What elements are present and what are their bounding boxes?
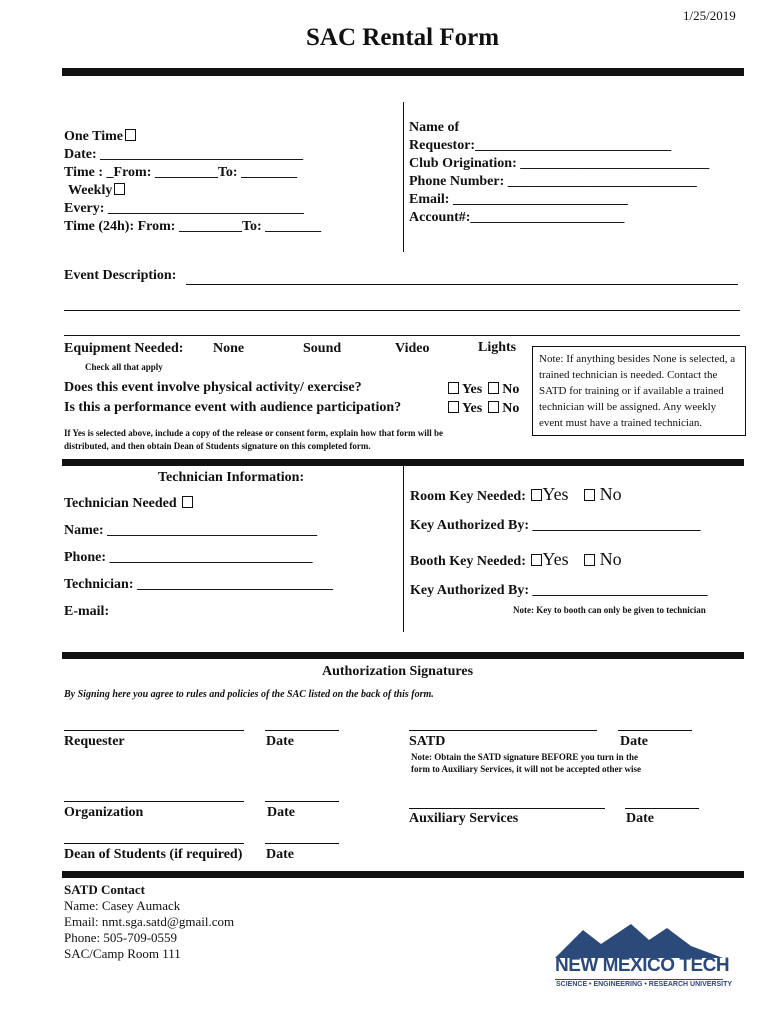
contact-email: Email: nmt.sga.satd@gmail.com <box>64 914 235 929</box>
requester-signature-line[interactable] <box>64 730 244 731</box>
satd-contact-block <box>64 882 234 962</box>
question-performance-options <box>446 401 519 417</box>
every-field[interactable]: Every: ____________________________ <box>64 201 304 216</box>
booth-key-options <box>529 549 621 569</box>
logo-tagline: SCIENCE • ENGINEERING • RESEARCH UNIVERSITY <box>556 981 733 988</box>
requestor-field[interactable]: Requestor:____________________________ <box>409 138 672 153</box>
booth-key-authorized-field[interactable]: Key Authorized By: _________________________ <box>410 583 708 598</box>
booth-key-label: Booth Key Needed: <box>410 554 526 569</box>
performance-yes-label: Yes <box>461 401 483 416</box>
organization-label: Organization <box>64 805 144 820</box>
weekly-checkbox[interactable] <box>114 183 125 195</box>
one-time-label: One Time <box>64 129 123 144</box>
logo-divider <box>555 979 723 980</box>
organization-signature-line[interactable] <box>64 801 244 802</box>
time-field[interactable]: Time : _From: _________To: ________ <box>64 165 298 180</box>
dean-date-label: Date <box>266 847 294 862</box>
auxiliary-date-line[interactable] <box>625 808 699 809</box>
room-key-no-label: No <box>599 484 622 504</box>
room-key-no-checkbox[interactable] <box>584 489 595 501</box>
new-mexico-tech-logo <box>553 922 733 992</box>
contact-room: SAC/Camp Room 111 <box>64 946 181 961</box>
authorization-heading: Authorization Signatures <box>322 664 474 679</box>
satd-note-line-1: Note: Obtain the SATD signature BEFORE you turn in the <box>411 752 638 762</box>
performance-yes-checkbox[interactable] <box>448 401 459 413</box>
physical-yes-checkbox[interactable] <box>448 382 459 394</box>
logo-name: NEW MEXICO TECH <box>555 955 730 976</box>
auxiliary-label: Auxiliary Services <box>409 811 519 826</box>
contact-heading: SATD Contact <box>64 882 146 897</box>
physical-yes-label: Yes <box>461 382 483 397</box>
room-key-authorized-field[interactable]: Key Authorized By: ________________________ <box>410 518 701 533</box>
date-field[interactable]: Date: _____________________________ <box>64 147 304 162</box>
equipment-video[interactable]: Video <box>395 341 430 356</box>
technician-email-field[interactable]: E-mail: <box>64 604 110 619</box>
room-key-yes-checkbox[interactable] <box>531 489 542 501</box>
technician-note-box: Note: If anything besides None is selected, a trained technician is needed. Contact the SATD for training or if available a trained technician will be assigned. Any weekly event must have a trained technician. <box>532 346 746 436</box>
requester-date-line[interactable] <box>265 730 339 731</box>
booth-key-note: Note: Key to booth can only be given to technician <box>513 605 706 615</box>
equipment-sound[interactable]: Sound <box>303 341 342 356</box>
satd-date-line[interactable] <box>618 730 692 731</box>
contact-name: Name: Casey Aumack <box>64 898 181 913</box>
technician-name-field[interactable]: Name: ______________________________ <box>64 523 318 538</box>
booth-key-yes-checkbox[interactable] <box>531 554 542 566</box>
technician-keys-divider <box>403 466 404 632</box>
room-key-row <box>410 484 622 505</box>
club-field[interactable]: Club Origination: ___________________________ <box>409 156 710 171</box>
authorization-subtitle: By Signing here you agree to rules and policies of the SAC listed on the back of this form. <box>64 689 434 700</box>
weekly-label: Weekly <box>68 183 113 198</box>
satd-note-line-2: form to Auxiliary Services, it will not be accepted other wise <box>411 764 642 774</box>
equipment-lights[interactable]: Lights <box>478 340 517 355</box>
contact-phone: Phone: 505-709-0559 <box>64 930 178 945</box>
phone-field[interactable]: Phone Number: ___________________________ <box>409 174 697 189</box>
event-description-line-3[interactable] <box>64 335 740 336</box>
equipment-label: Equipment Needed: <box>64 341 184 356</box>
performance-no-label: No <box>502 401 520 416</box>
satd-date-label: Date <box>620 734 648 749</box>
weekly-option[interactable] <box>64 182 321 200</box>
booth-key-no-checkbox[interactable] <box>584 554 595 566</box>
question-physical: Does this event involve physical activity/ exercise? <box>64 380 362 395</box>
release-note-line-1: If Yes is selected above, include a copy of the release or consent form, explain how that form will be <box>64 428 444 438</box>
auxiliary-date-label: Date <box>626 811 654 826</box>
requester-label: Requester <box>64 734 125 749</box>
page-title: SAC Rental Form <box>306 24 500 51</box>
equipment-none[interactable]: None <box>213 341 245 356</box>
dean-signature-line[interactable] <box>64 843 244 844</box>
technician-phone-field[interactable]: Phone: _____________________________ <box>64 550 313 565</box>
technician-needed-option[interactable] <box>64 496 193 512</box>
technician-divider <box>62 459 744 466</box>
physical-no-checkbox[interactable] <box>488 382 499 394</box>
question-performance: Is this a performance event with audience participation? <box>64 400 402 415</box>
booth-key-no-label: No <box>599 549 622 569</box>
time24-field[interactable]: Time (24h): From: _________To: ________ <box>64 219 322 234</box>
name-of-label: Name of <box>409 120 460 135</box>
technician-heading: Technician Information: <box>158 470 305 485</box>
one-time-checkbox[interactable] <box>125 129 136 141</box>
header-divider <box>62 68 744 76</box>
requester-date-label: Date <box>266 734 294 749</box>
contact-divider <box>62 871 744 878</box>
account-field[interactable]: Account#:______________________ <box>409 210 625 225</box>
dean-date-line[interactable] <box>265 843 339 844</box>
technician-needed-label: Technician Needed <box>64 496 177 511</box>
schedule-block <box>64 128 321 236</box>
room-key-yes-label: Yes <box>542 484 569 504</box>
room-key-label: Room Key Needed: <box>410 489 526 504</box>
event-description-line-1[interactable] <box>186 284 738 285</box>
booth-key-row <box>410 549 622 570</box>
event-description-label: Event Description: <box>64 268 177 283</box>
release-note-line-2: distributed, and then obtain Dean of Students signature on this completed form. <box>64 441 371 451</box>
email-field[interactable]: Email: _________________________ <box>409 192 628 207</box>
satd-label: SATD <box>409 734 446 749</box>
form-date: 1/25/2019 <box>683 8 736 23</box>
authorization-divider <box>62 652 744 659</box>
schedule-divider <box>403 102 404 252</box>
performance-no-checkbox[interactable] <box>488 401 499 413</box>
physical-no-label: No <box>502 382 520 397</box>
question-physical-options <box>446 382 519 398</box>
event-description-line-2[interactable] <box>64 310 740 311</box>
technician-field[interactable]: Technician: ____________________________ <box>64 577 333 592</box>
organization-date-line[interactable] <box>265 801 339 802</box>
requestor-block <box>409 119 709 227</box>
booth-key-yes-label: Yes <box>542 549 569 569</box>
equipment-hint: Check all that apply <box>85 362 163 372</box>
organization-date-label: Date <box>267 805 295 820</box>
auxiliary-signature-line[interactable] <box>409 808 605 809</box>
room-key-options <box>529 484 621 504</box>
dean-label: Dean of Students (if required) <box>64 847 243 862</box>
technician-needed-checkbox[interactable] <box>182 496 193 508</box>
one-time-option[interactable] <box>64 128 321 146</box>
satd-signature-line[interactable] <box>409 730 597 731</box>
